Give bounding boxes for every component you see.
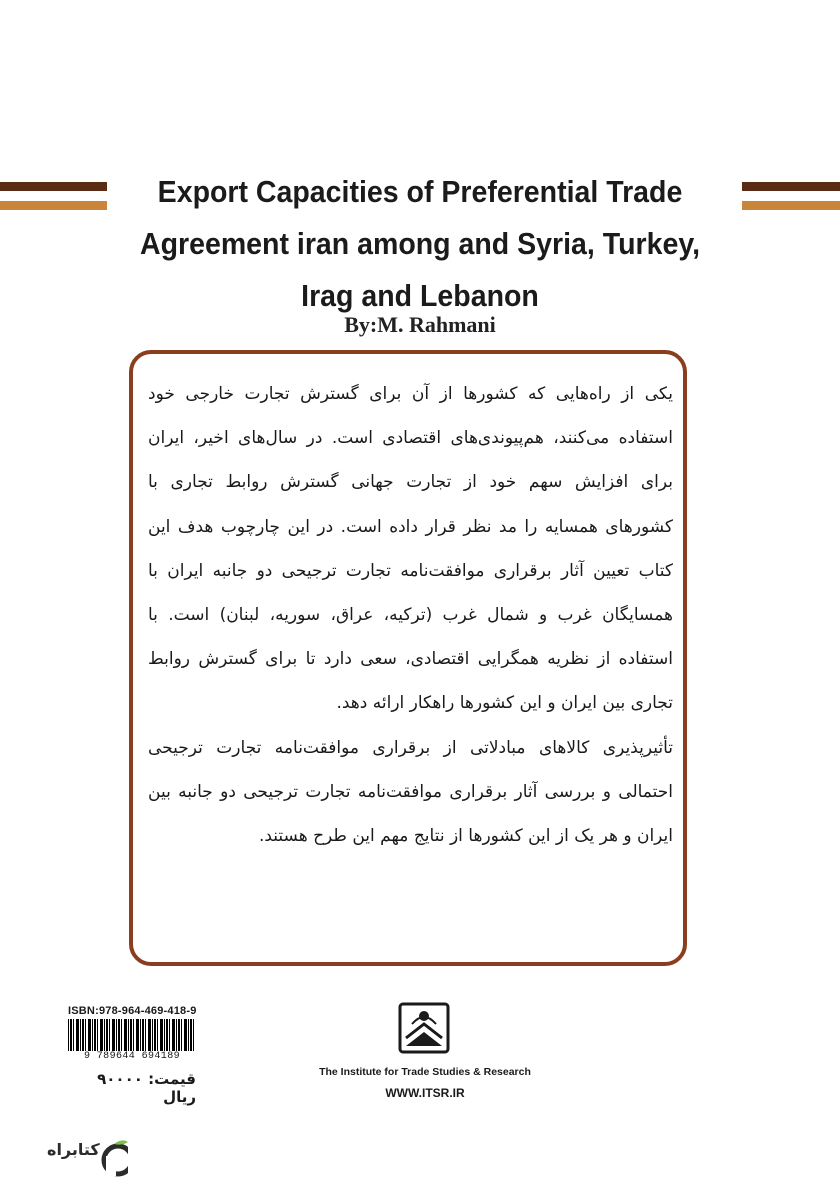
price-label: قیمت: ۹۰۰۰۰ ریال <box>97 1070 196 1106</box>
description-text <box>148 372 673 858</box>
barcode-digits: 9 789644 694189 <box>83 1051 180 1062</box>
barcode <box>68 1019 196 1051</box>
left-band-dark <box>0 182 107 191</box>
right-band-tan <box>742 201 840 210</box>
description-paragraph-1: یکی از راه‌هایی که کشورها از آن برای گسترش تجارت خارجی خود استفاده می‌کنند، هم‌پیوندی‌های اقتصادی است. در سال‌های اخیر، ایران برای افزایش سهم خود از تجارت جهانی گسترش روابط تجاری با کشورهای همسایه را مد نظر قرار داده است. در این چارچوب هدف این کتاب تعیین آثار برقراری موافقت‌نامه تجارت ترجیحی دو جانبه ایران با همسایگان غرب و شمال غرب (ترکیه، عراق، سوریه، لبنان) است. با استفاده از نظریه همگرایی اقتصادی، سعی دارد تا برای گسترش روابط تجاری بین ایران و این کشورها راهکار ارائه دهد. <box>148 384 673 714</box>
title-line-1: Export Capacities of Preferential Trade <box>157 174 683 209</box>
left-band-tan <box>0 201 107 210</box>
description-paragraph-2: تأثیرپذیری کالاهای مبادلاتی از برقراری موافقت‌نامه تجارت ترجیحی احتمالی و بررسی آثار برقراری موافقت‌نامه تجارت ترجیحی دو جانبه بین ایران و هر یک از این کشورها از نتایج مهم این طرح هستند. <box>148 737 673 847</box>
title-line-2: Agreement iran among and Syria, Turkey, <box>139 226 700 261</box>
book-title <box>126 166 715 322</box>
title-line-3: Irag and Lebanon <box>301 278 539 313</box>
publisher-website: WWW.ITSR.IR <box>385 1086 465 1100</box>
publisher-name: The Institute for Trade Studies & Research <box>319 1066 531 1078</box>
itsr-emblem-icon <box>398 1002 450 1054</box>
author-line: By:M. Rahmani <box>344 312 496 337</box>
right-band-dark <box>742 182 840 191</box>
isbn-label: ISBN:978-964-469-418-9 <box>68 1005 197 1017</box>
ketabrah-watermark-text: کتابراه <box>47 1140 100 1159</box>
